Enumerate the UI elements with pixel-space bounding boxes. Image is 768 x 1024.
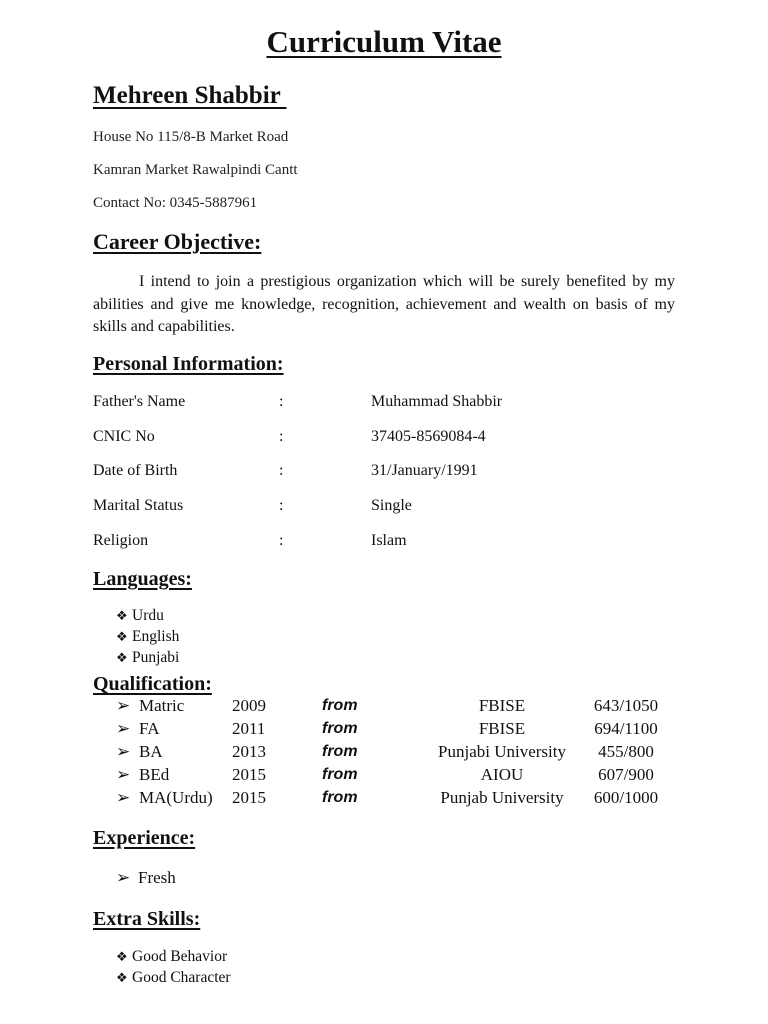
career-objective-heading: Career Objective: (93, 229, 262, 254)
personal-info-row (93, 461, 653, 481)
language-item: Urdu (132, 607, 164, 624)
personal-info-separator: : (279, 462, 284, 479)
table-row (116, 695, 676, 717)
qualification-degree: Matric (139, 696, 185, 715)
personal-info-value: Muhammad Shabbir (371, 393, 503, 410)
qualification-year: 2009 (232, 696, 266, 715)
language-item: Punjabi (132, 649, 180, 666)
qualification-from: from (322, 766, 358, 783)
table-row (116, 787, 676, 809)
qualification-marks: 643/1050 (593, 696, 659, 715)
table-row (116, 741, 676, 763)
qualification-year: 2015 (232, 788, 266, 807)
qualification-board: Punjab University (440, 788, 564, 807)
qualification-degree: MA(Urdu) (139, 788, 213, 807)
qualification-board: FBISE (478, 696, 526, 715)
personal-info-label: Marital Status (93, 497, 184, 514)
languages-heading: Languages: (93, 568, 192, 590)
personal-info-label: Father's Name (93, 393, 186, 410)
qualification-from: from (322, 697, 358, 714)
address-line-2: Kamran Market Rawalpindi Cantt (93, 162, 298, 178)
list-item (116, 867, 176, 889)
personal-info-value: Islam (371, 532, 407, 549)
list-item (116, 947, 227, 967)
qualification-board: AIOU (480, 765, 524, 784)
qualification-from: from (322, 720, 358, 737)
personal-info-row (93, 496, 653, 516)
personal-info-separator: : (279, 428, 284, 445)
arrow-bullet-icon: ➢ (116, 719, 131, 738)
diamond-bullet-icon: ❖ (116, 949, 128, 964)
qualification-board: Punjabi University (438, 742, 566, 761)
personal-info-label: Religion (93, 532, 149, 549)
skill-item: Good Character (132, 969, 231, 986)
qualification-year: 2015 (232, 765, 266, 784)
personal-info-separator: : (279, 532, 284, 549)
qualification-marks: 694/1100 (594, 719, 658, 738)
arrow-bullet-icon: ➢ (116, 765, 131, 784)
arrow-bullet-icon: ➢ (116, 788, 131, 807)
table-row (116, 764, 676, 786)
list-item (116, 648, 179, 668)
qualification-marks: 455/800 (598, 742, 654, 761)
diamond-bullet-icon: ❖ (116, 608, 128, 623)
table-row (116, 718, 676, 740)
qualification-degree: BA (139, 742, 163, 761)
contact-number: Contact No: 0345-5887961 (93, 195, 258, 211)
qualification-marks: 600/1000 (593, 788, 659, 807)
skill-item: Good Behavior (132, 948, 228, 965)
page-title: Curriculum Vitae (266, 24, 502, 59)
diamond-bullet-icon: ❖ (116, 970, 128, 985)
qualification-year: 2011 (232, 719, 266, 738)
qualification-from: from (322, 743, 358, 760)
personal-info-label: Date of Birth (93, 462, 178, 479)
personal-info-separator: : (279, 497, 284, 514)
diamond-bullet-icon: ❖ (116, 650, 128, 665)
candidate-name: Mehreen Shabbir (93, 82, 287, 109)
list-item (116, 606, 164, 626)
list-item (116, 627, 179, 647)
qualification-marks: 607/900 (598, 765, 654, 784)
qualification-year: 2013 (232, 742, 266, 761)
personal-info-row (93, 531, 653, 551)
personal-information-heading: Personal Information: (93, 353, 284, 375)
qualification-heading: Qualification: (93, 673, 212, 695)
personal-info-label: CNIC No (93, 428, 155, 445)
arrow-bullet-icon: ➢ (116, 868, 131, 887)
diamond-bullet-icon: ❖ (116, 629, 128, 644)
experience-item: Fresh (138, 868, 176, 887)
address-line-1: House No 115/8-B Market Road (93, 129, 289, 145)
personal-info-row (93, 427, 653, 447)
arrow-bullet-icon: ➢ (116, 742, 131, 761)
qualification-from: from (322, 789, 358, 806)
personal-info-value: 31/January/1991 (371, 462, 478, 479)
extra-skills-heading: Extra Skills: (93, 908, 201, 930)
experience-heading: Experience: (93, 827, 196, 849)
language-item: English (132, 628, 180, 645)
qualification-degree: BEd (139, 765, 170, 784)
personal-info-value: 37405-8569084-4 (371, 428, 486, 445)
list-item (116, 968, 231, 988)
personal-info-row (93, 392, 653, 412)
qualification-board: FBISE (478, 719, 526, 738)
qualification-degree: FA (139, 719, 160, 738)
career-objective-text: I intend to join a prestigious organization which will be surely benefited by my abilities and give me knowledge, recognition, achievement and wealth on basis of my skills and capabilities. (93, 273, 675, 335)
personal-info-value: Single (371, 497, 412, 514)
personal-info-separator: : (279, 393, 284, 410)
arrow-bullet-icon: ➢ (116, 696, 131, 715)
